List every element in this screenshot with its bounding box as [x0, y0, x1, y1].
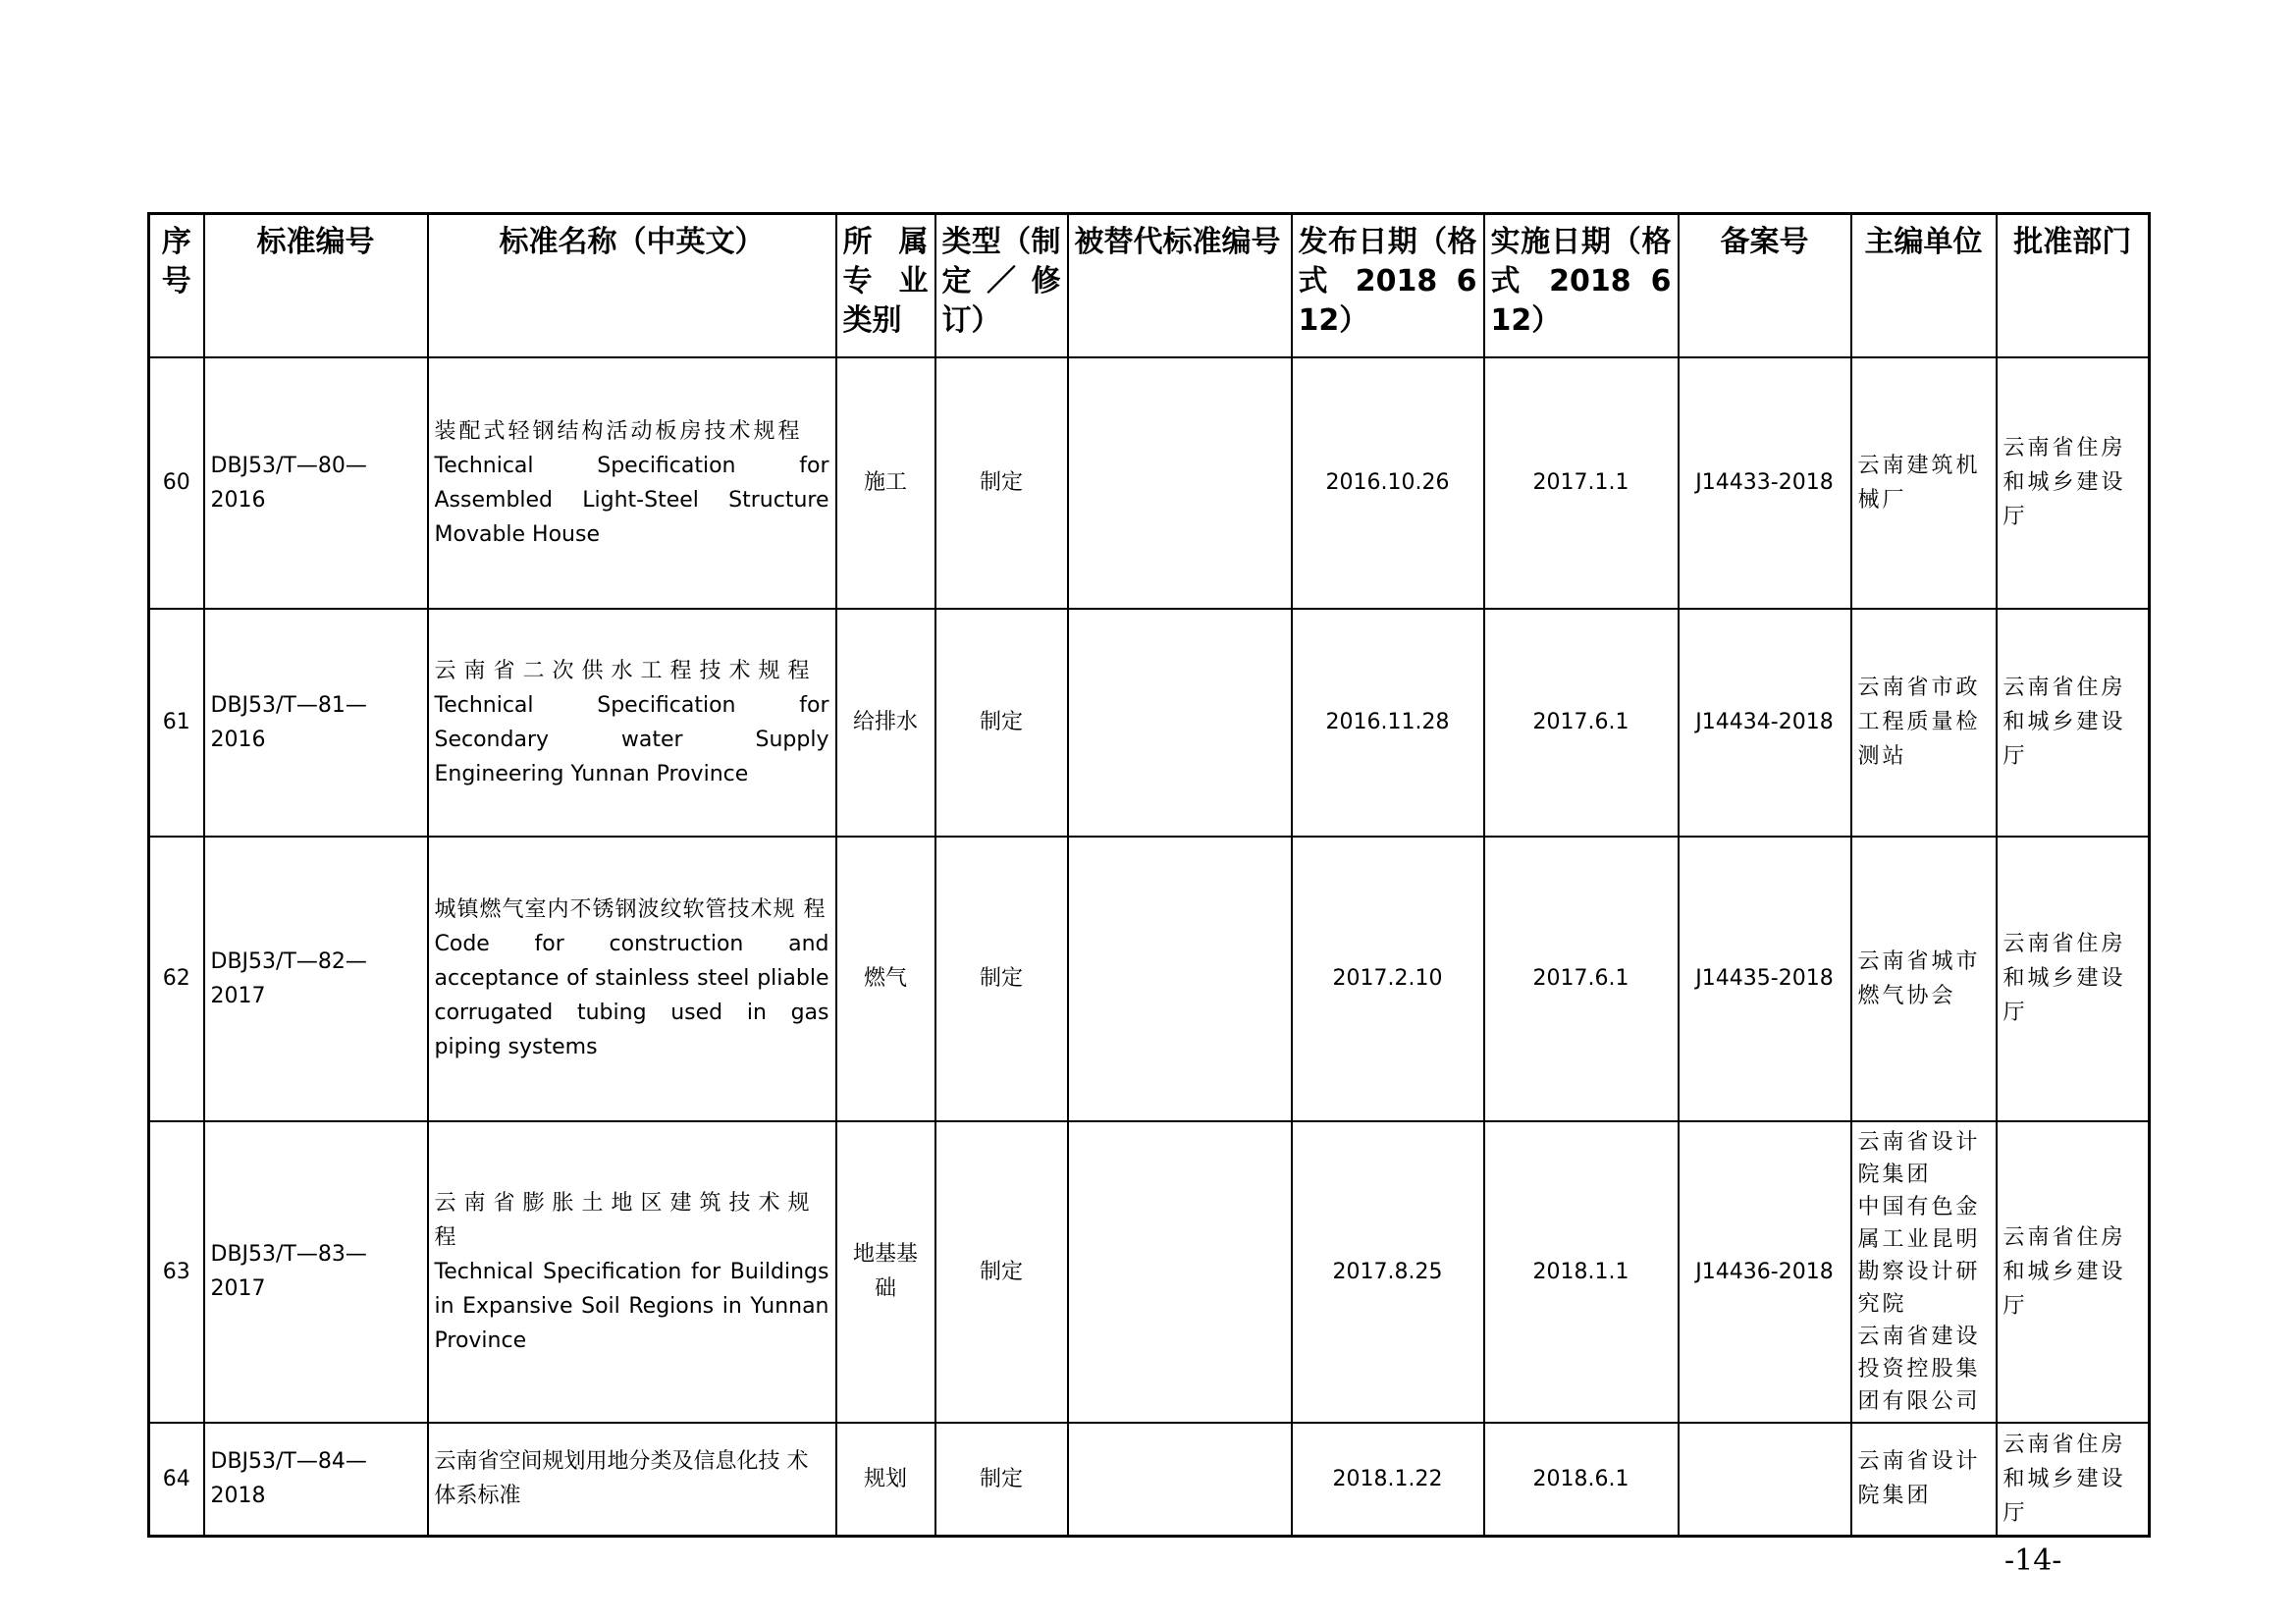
- cell-publish-date: 2017.8.25: [1292, 1121, 1484, 1423]
- cell-approver: [1997, 357, 2150, 609]
- header-type: 类型（制定／修订）: [935, 214, 1068, 357]
- editor-name: 云南省市政工程质量检测站: [1857, 676, 1981, 769]
- cell-editor: [1851, 609, 1997, 837]
- cell-category: 给排水: [836, 609, 935, 837]
- cell-effective-date: 2017.1.1: [1484, 357, 1679, 609]
- cell-effective-date: 2018.1.1: [1484, 1121, 1679, 1423]
- cell-code: DBJ53/T—82—2017: [204, 837, 428, 1121]
- cell-approver: [1997, 1121, 2150, 1423]
- table-row: [149, 357, 2150, 609]
- cell-editor: [1851, 1423, 1997, 1537]
- cell-name: [428, 1423, 836, 1537]
- approver-name: 云南省住房和城乡建设厅: [2002, 932, 2126, 1025]
- editor-name: 云南省设计院集团: [1857, 1449, 1981, 1509]
- approver-name: 云南省住房和城乡建设厅: [2002, 436, 2126, 529]
- header-publish-date: 发布日期（格式 2018 6 12）: [1292, 214, 1484, 357]
- cell-editor: [1851, 1121, 1997, 1423]
- cell-seq: 60: [149, 357, 204, 609]
- cell-code: DBJ53/T—81—2016: [204, 609, 428, 837]
- cell-seq: 61: [149, 609, 204, 837]
- cell-category: 地基基础: [836, 1121, 935, 1423]
- table-row: [149, 1121, 2150, 1423]
- cell-publish-date: 2016.10.26: [1292, 357, 1484, 609]
- cell-name: [428, 837, 836, 1121]
- cell-replaced: [1068, 357, 1292, 609]
- editor-name: 云南建筑机械厂: [1857, 453, 1981, 513]
- cell-name: [428, 609, 836, 837]
- header-category: 所属专业类别: [836, 214, 935, 357]
- approver-name: 云南省住房和城乡建设厅: [2002, 676, 2126, 769]
- editor-name: 云南省设计院集团: [1857, 1129, 1981, 1187]
- cell-effective-date: 2018.6.1: [1484, 1423, 1679, 1537]
- cell-record: J14435-2018: [1679, 837, 1851, 1121]
- cell-code: DBJ53/T—84—2018: [204, 1423, 428, 1537]
- table-row: [149, 837, 2150, 1121]
- cell-seq: 64: [149, 1423, 204, 1537]
- header-approver: 批准部门: [1997, 214, 2150, 357]
- cell-publish-date: 2018.1.22: [1292, 1423, 1484, 1537]
- cell-category: 施工: [836, 357, 935, 609]
- name-en: Code for construction and acceptance of stainless steel pliable corrugated tubing used in gas piping systems: [434, 932, 829, 1059]
- cell-replaced: [1068, 1121, 1292, 1423]
- cell-code: DBJ53/T—83—2017: [204, 1121, 428, 1423]
- cell-category: 燃气: [836, 837, 935, 1121]
- name-zh: 装配式轻钢结构活动板房技术规程: [434, 418, 803, 444]
- cell-publish-date: 2017.2.10: [1292, 837, 1484, 1121]
- header-replaced: 被替代标准编号: [1068, 214, 1292, 357]
- cell-type: 制定: [935, 1121, 1068, 1423]
- cell-record: J14433-2018: [1679, 357, 1851, 609]
- name-zh: 城镇燃气室内不锈钢波纹软管技术规 程: [434, 897, 827, 922]
- cell-approver: [1997, 1423, 2150, 1537]
- cell-editor: [1851, 357, 1997, 609]
- cell-seq: 62: [149, 837, 204, 1121]
- cell-type: 制定: [935, 357, 1068, 609]
- header-row: [149, 214, 2150, 357]
- table-row: [149, 1423, 2150, 1537]
- cell-replaced: [1068, 1423, 1292, 1537]
- header-seq: 序号: [149, 214, 204, 357]
- editor-name: 中国有色金属工业昆明勘察设计研究院: [1857, 1194, 1981, 1317]
- cell-publish-date: 2016.11.28: [1292, 609, 1484, 837]
- header-editor: 主编单位: [1851, 214, 1997, 357]
- name-en: Technical Specification for Secondary water Supply Engineering Yunnan Province: [434, 692, 829, 786]
- cell-record: J14436-2018: [1679, 1121, 1851, 1423]
- header-code: 标准编号: [204, 214, 428, 357]
- name-en: Technical Specification for Assembled Light-Steel Structure Movable House: [434, 453, 829, 547]
- cell-name: [428, 1121, 836, 1423]
- cell-record: J14434-2018: [1679, 609, 1851, 837]
- cell-effective-date: 2017.6.1: [1484, 837, 1679, 1121]
- header-effective-date: 实施日期（格式 2018 6 12）: [1484, 214, 1679, 357]
- editor-name: 云南省建设投资控股集团有限公司: [1857, 1324, 1981, 1414]
- cell-name: [428, 357, 836, 609]
- cell-type: 制定: [935, 837, 1068, 1121]
- name-zh: 云南省膨胀土地区建筑技术规程: [434, 1190, 818, 1250]
- cell-seq: 63: [149, 1121, 204, 1423]
- cell-editor: [1851, 837, 1997, 1121]
- cell-effective-date: 2017.6.1: [1484, 609, 1679, 837]
- cell-replaced: [1068, 837, 1292, 1121]
- cell-record: [1679, 1423, 1851, 1537]
- name-zh: 云南省二次供水工程技术规程: [434, 658, 818, 683]
- table-row: [149, 609, 2150, 837]
- name-zh: 云南省空间规划用地分类及信息化技 术体系标准: [434, 1449, 809, 1509]
- cell-code: DBJ53/T—80—2016: [204, 357, 428, 609]
- name-en: Technical Specification for Buildings in Expansive Soil Regions in Yunnan Province: [434, 1259, 829, 1353]
- cell-approver: [1997, 837, 2150, 1121]
- page-number: -14-: [2004, 1543, 2062, 1578]
- cell-category: 规划: [836, 1423, 935, 1537]
- cell-type: 制定: [935, 1423, 1068, 1537]
- approver-name: 云南省住房和城乡建设厅: [2002, 1224, 2126, 1319]
- editor-name: 云南省城市燃气协会: [1857, 948, 1981, 1008]
- header-record: 备案号: [1679, 214, 1851, 357]
- header-name: 标准名称（中英文）: [428, 214, 836, 357]
- approver-name: 云南省住房和城乡建设厅: [2002, 1432, 2126, 1526]
- cell-type: 制定: [935, 609, 1068, 837]
- standards-table: [147, 212, 2151, 1538]
- cell-replaced: [1068, 609, 1292, 837]
- cell-approver: [1997, 609, 2150, 837]
